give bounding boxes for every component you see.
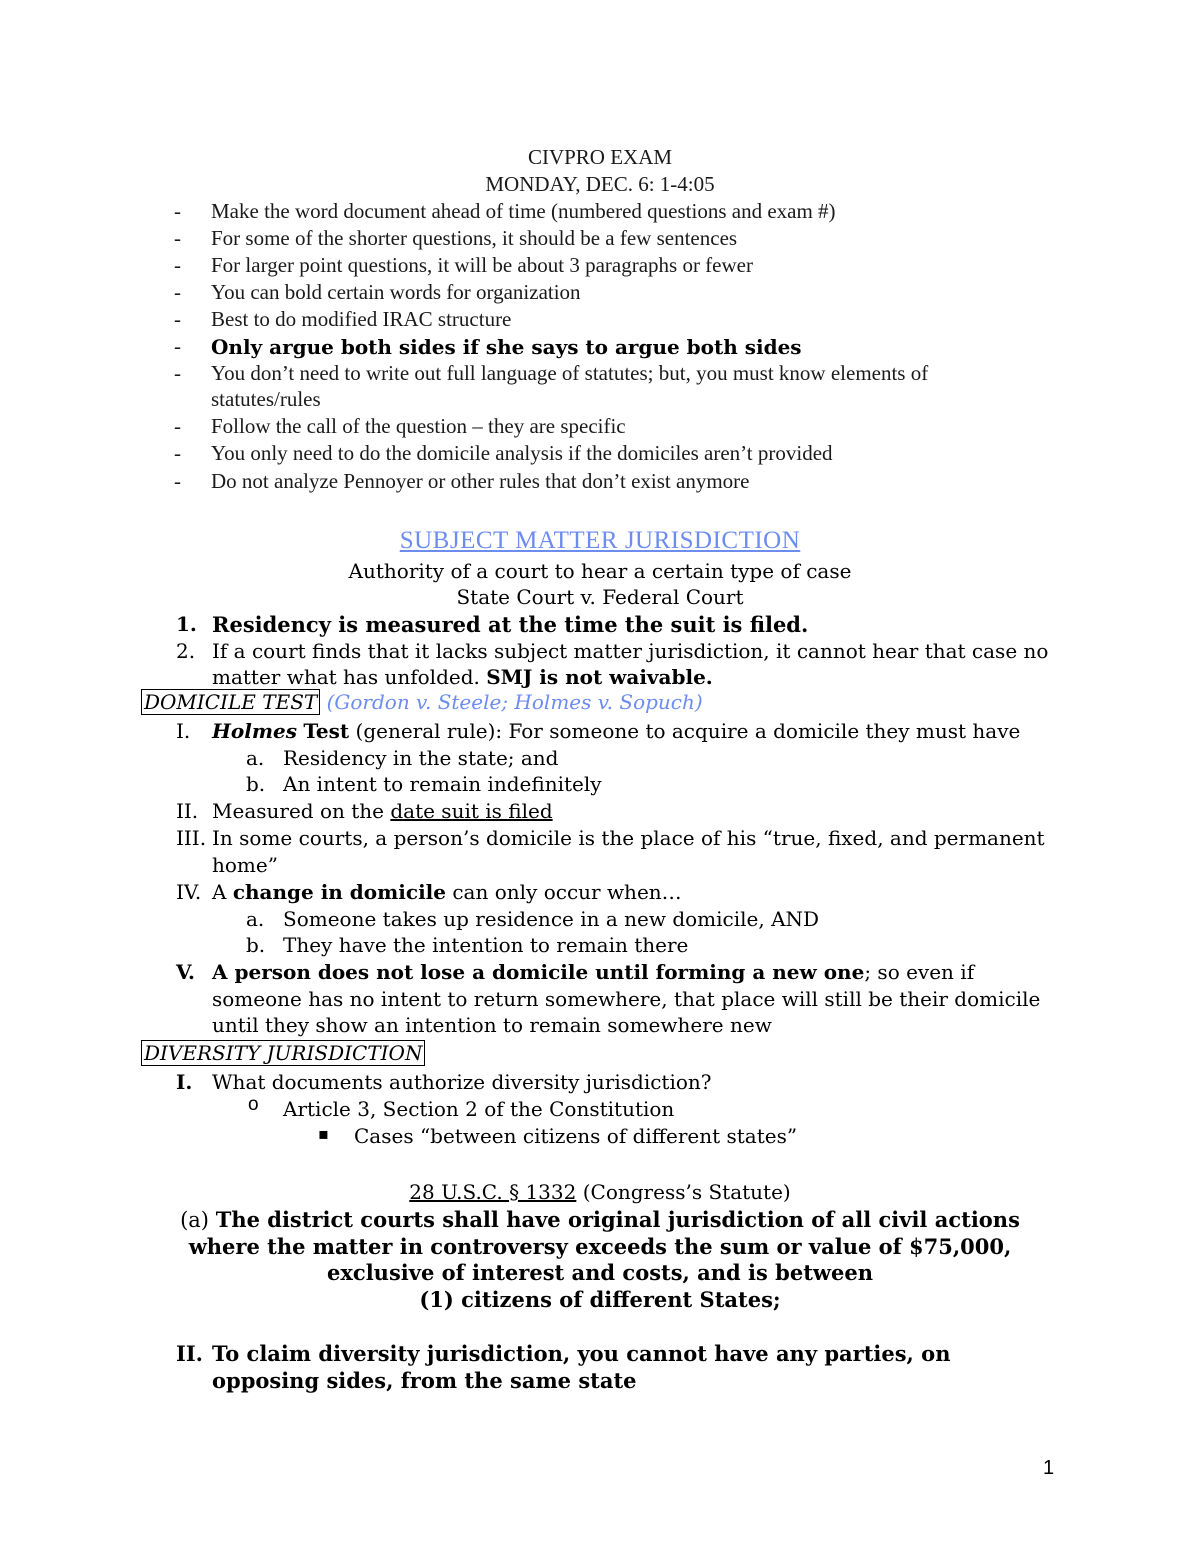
- list-item: Make the word document ahead of time (numbered questions and exam #): [211, 199, 836, 223]
- diversity-outline: [0, 1070, 1200, 1150]
- letter-marker: b.: [246, 772, 266, 796]
- list-bullet: -: [174, 199, 181, 223]
- list-item: Best to do modified IRAC structure: [211, 307, 512, 331]
- outline-item: [212, 719, 1020, 743]
- list-bullet: -: [174, 469, 181, 493]
- outline-subitem: An intent to remain indefinitely: [283, 772, 602, 796]
- outline-item-continuation: home”: [212, 853, 278, 877]
- list-bullet: -: [174, 361, 181, 385]
- statute-subsection: (a): [180, 1208, 209, 1232]
- smj-subtitle: State Court v. Federal Court: [456, 585, 744, 609]
- circle-bullet: o: [248, 1094, 259, 1115]
- roman-numeral: V.: [176, 960, 195, 984]
- outline-text: A: [212, 880, 227, 904]
- outline-text: ; so even if: [864, 960, 975, 984]
- square-bullet: ▪: [318, 1124, 329, 1143]
- list-item: Residency is measured at the time the suit is filed.: [212, 612, 809, 637]
- tips-list: [0, 199, 1200, 499]
- page-number: 1: [1043, 1457, 1055, 1479]
- outline-item: To claim diversity jurisdiction, you cannot have any parties, on: [212, 1341, 951, 1366]
- outline-subsubitem: Cases “between citizens of different states”: [354, 1124, 798, 1148]
- list-number: 2.: [176, 639, 196, 663]
- case-name: Holmes: [212, 719, 297, 743]
- domicile-cases: (Gordon v. Steele; Holmes v. Sopuch): [326, 690, 703, 714]
- outline-subitem: Residency in the state; and: [283, 746, 559, 770]
- outline-item-continuation: opposing sides, from the same state: [212, 1368, 637, 1393]
- list-bullet: -: [174, 441, 181, 465]
- diversity-outline-2: [0, 1341, 1200, 1401]
- letter-marker: a.: [246, 907, 265, 931]
- outline-text: can only occur when…: [452, 880, 682, 904]
- exam-date: MONDAY, DEC. 6: 1-4:05: [485, 172, 715, 196]
- roman-numeral: I.: [176, 1070, 193, 1094]
- outline-item: [212, 880, 682, 904]
- statute-line: (1) citizens of different States;: [419, 1287, 781, 1312]
- roman-numeral: IV.: [176, 880, 202, 904]
- list-item: You don’t need to write out full language of statutes; but, you must know elements of: [211, 361, 929, 385]
- letter-marker: a.: [246, 746, 265, 770]
- diversity-label: DIVERSITY JURISDICTION: [141, 1040, 425, 1066]
- list-item: For larger point questions, it will be about 3 paragraphs or fewer: [211, 253, 753, 277]
- outline-item: [212, 799, 553, 823]
- outline-bold: Test: [303, 719, 350, 743]
- section-heading-smj: SUBJECT MATTER JURISDICTION: [399, 527, 801, 554]
- list-item-continuation: statutes/rules: [211, 387, 321, 411]
- outline-subitem: They have the intention to remain there: [283, 933, 689, 957]
- list-number: 1.: [176, 612, 197, 636]
- outline-subitem: Someone takes up residence in a new domicile, AND: [283, 907, 820, 931]
- smj-definition: Authority of a court to hear a certain type of case: [348, 559, 852, 583]
- list-item: Follow the call of the question – they are specific: [211, 414, 626, 438]
- outline-item-continuation: until they show an intention to remain somewhere new: [212, 1013, 772, 1037]
- roman-numeral: I.: [176, 719, 191, 743]
- statute-text: The district courts shall have original jurisdiction of all civil actions: [215, 1207, 1020, 1232]
- roman-numeral: III.: [176, 826, 207, 850]
- outline-bold: change in domicile: [232, 880, 446, 904]
- statute-name: (Congress’s Statute): [582, 1180, 791, 1204]
- list-item: You only need to do the domicile analysis if the domiciles aren’t provided: [211, 441, 833, 465]
- outline-item: [212, 960, 974, 984]
- list-bullet: -: [174, 414, 181, 438]
- roman-numeral: II.: [176, 1341, 203, 1366]
- domicile-outline: [0, 719, 1200, 1039]
- statute-citation: [0, 1180, 1200, 1204]
- list-bullet: -: [174, 253, 181, 277]
- list-item: Only argue both sides if she says to argue both sides: [211, 335, 802, 359]
- outline-text: Measured on the: [212, 799, 384, 823]
- list-bullet: -: [174, 226, 181, 250]
- roman-numeral: II.: [176, 799, 199, 823]
- outline-bold: A person does not lose a domicile until forming a new one: [212, 960, 865, 984]
- list-item: Do not analyze Pennoyer or other rules that don’t exist anymore: [211, 469, 750, 493]
- list-item-continuation: [212, 665, 713, 689]
- list-item-text: matter what has unfolded.: [212, 665, 480, 689]
- outline-item: What documents authorize diversity jurisdiction?: [212, 1070, 712, 1094]
- list-bullet: -: [174, 280, 181, 304]
- outline-text: (general rule): For someone to acquire a domicile they must have: [355, 719, 1021, 743]
- statute-line: exclusive of interest and costs, and is between: [327, 1260, 873, 1285]
- statute-line: where the matter in controversy exceeds the sum or value of $75,000,: [188, 1234, 1012, 1259]
- list-bullet: -: [174, 307, 181, 331]
- diversity-header: [141, 1041, 425, 1065]
- document-title: CIVPRO EXAM: [527, 145, 673, 169]
- smj-emphasis: SMJ is not waivable.: [486, 665, 713, 689]
- list-item: You can bold certain words for organization: [211, 280, 581, 304]
- statute-line: [0, 1207, 1200, 1232]
- smj-numbered-list: [0, 612, 1200, 692]
- domicile-test-label: DOMICILE TEST: [141, 689, 320, 715]
- outline-subitem: Article 3, Section 2 of the Constitution: [283, 1097, 675, 1121]
- domicile-test-header: [141, 690, 703, 714]
- outline-item-continuation: someone has no intent to return somewhere, that place will still be their domicile: [212, 987, 1041, 1011]
- outline-item: In some courts, a person’s domicile is the place of his “true, fixed, and permanent: [212, 826, 1045, 850]
- list-item: If a court finds that it lacks subject matter jurisdiction, it cannot hear that case no: [212, 639, 1049, 663]
- letter-marker: b.: [246, 933, 266, 957]
- list-item: For some of the shorter questions, it should be a few sentences: [211, 226, 738, 250]
- outline-underlined: date suit is filed: [390, 799, 553, 823]
- statute-cite: 28 U.S.C. § 1332: [409, 1180, 577, 1204]
- list-bullet: -: [174, 334, 181, 358]
